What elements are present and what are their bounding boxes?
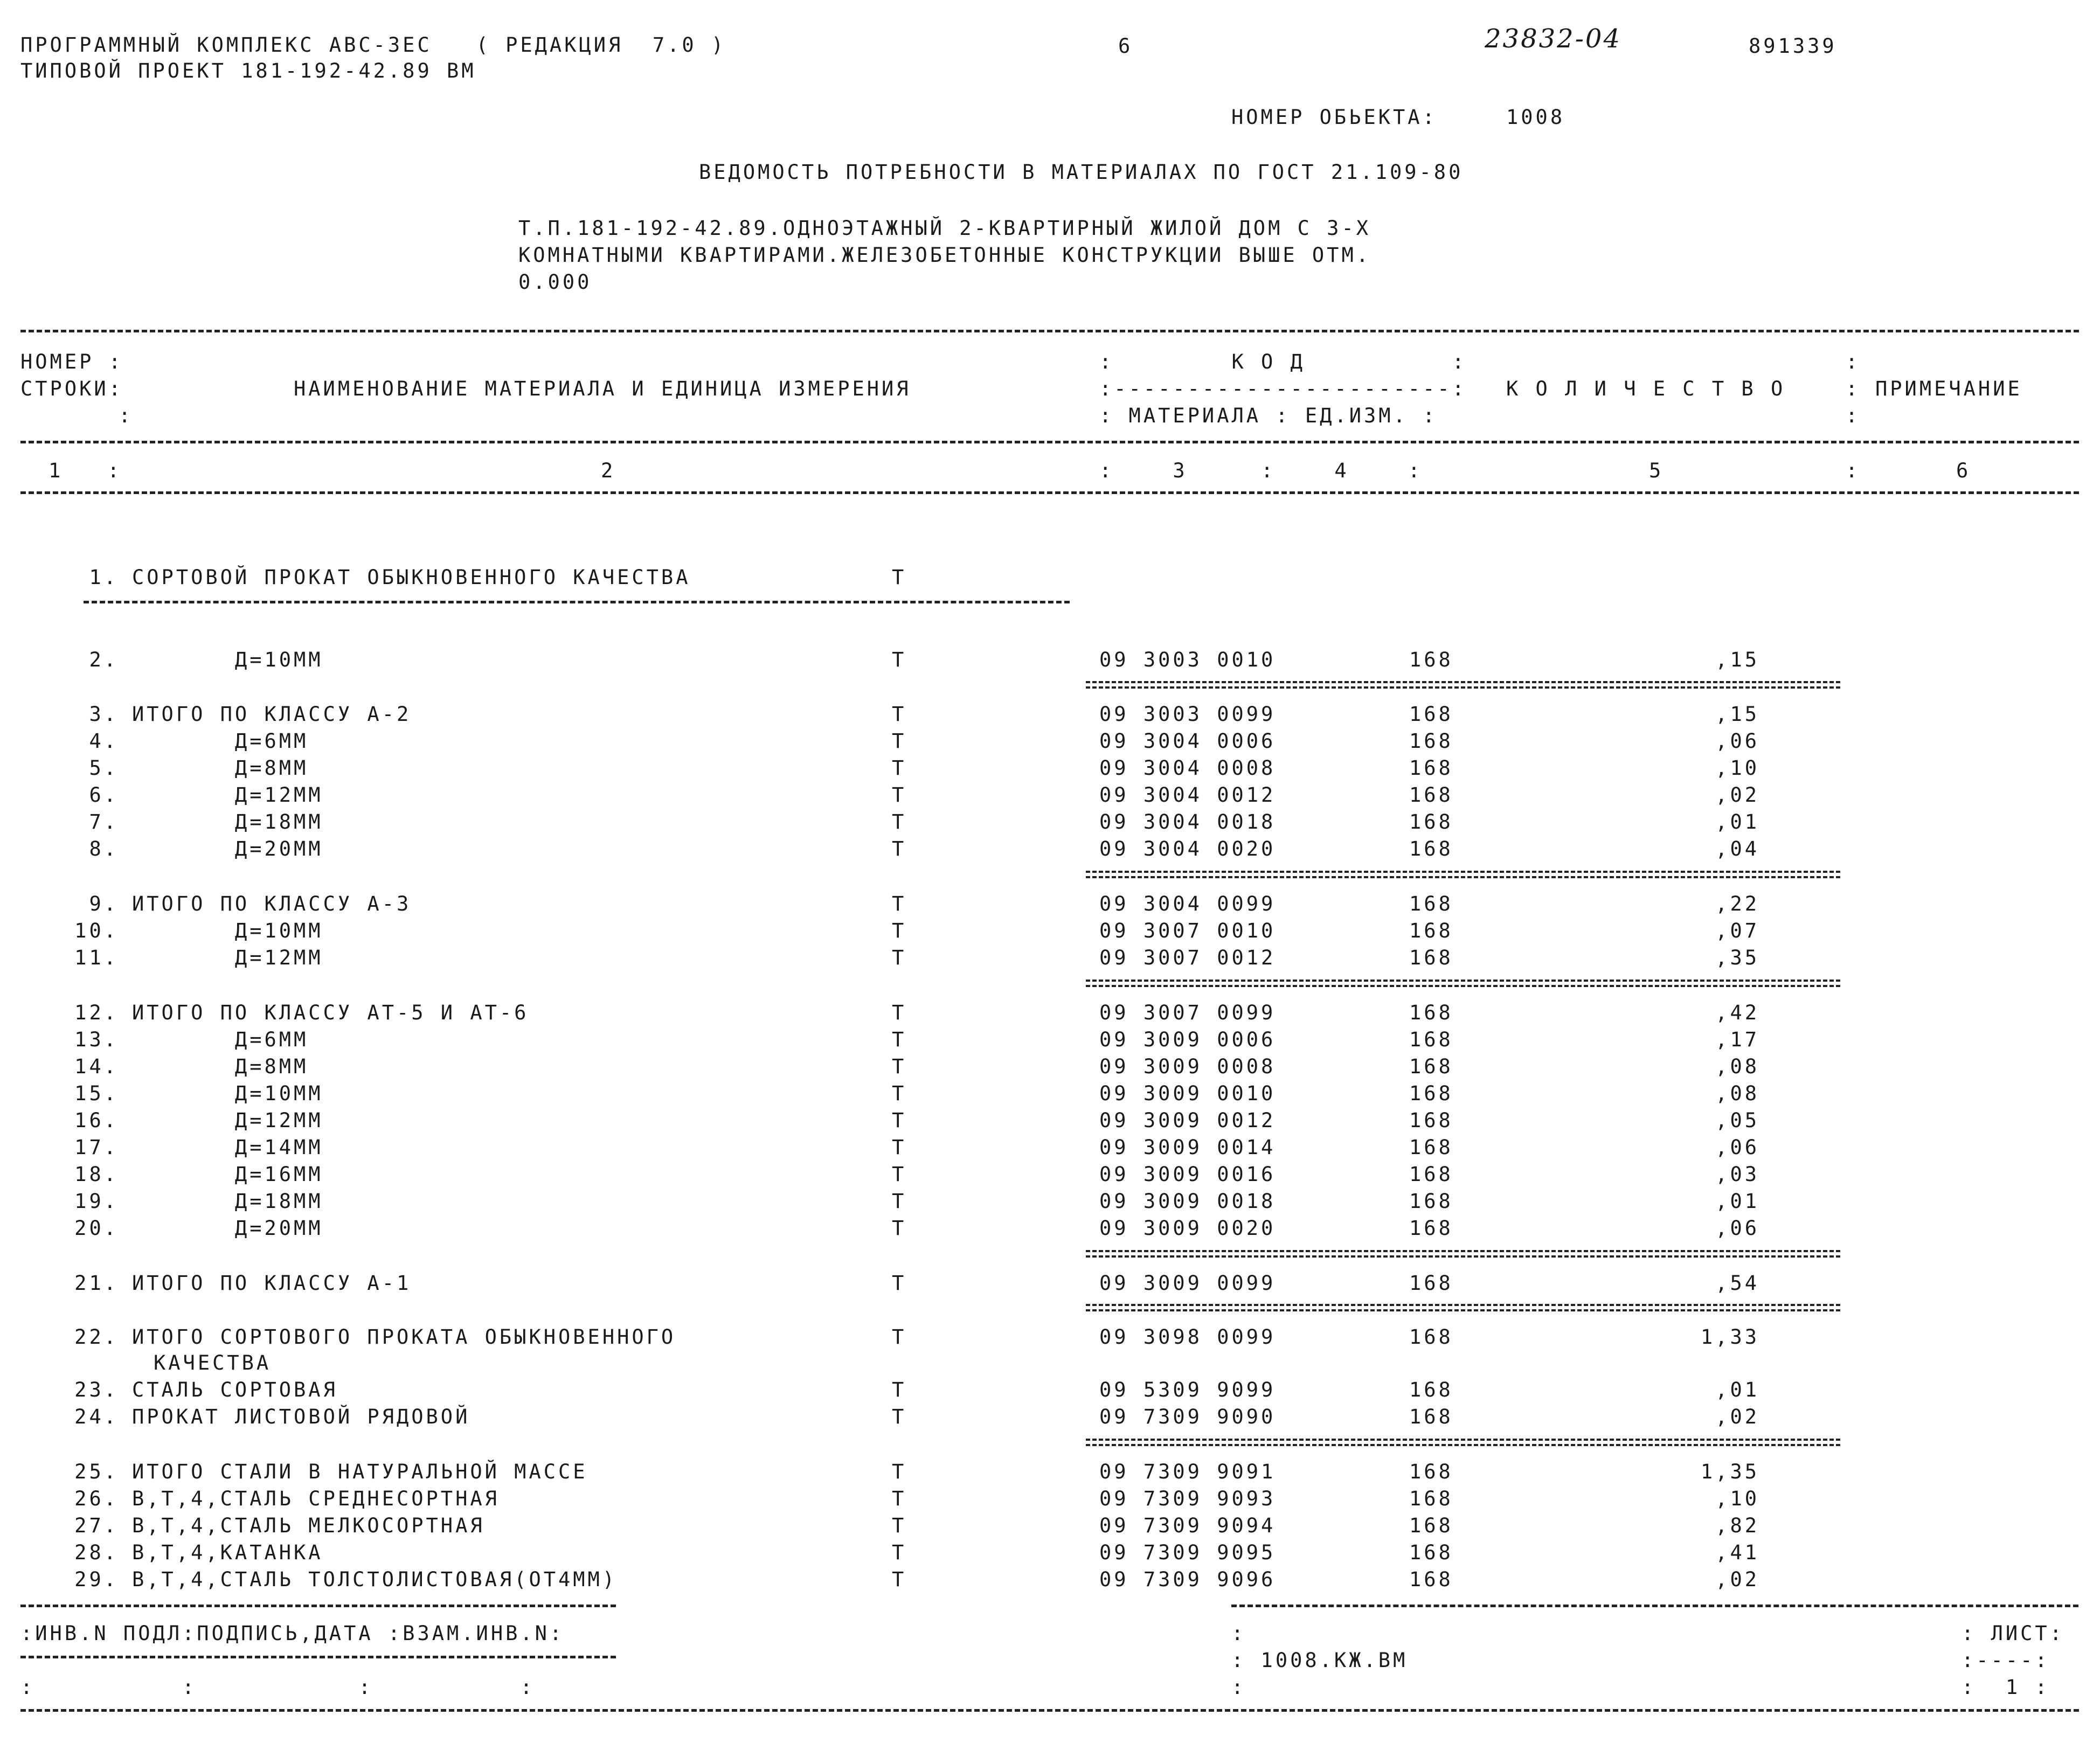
unit-code: 168 bbox=[1409, 946, 1453, 969]
section-name: СОРТОВОЙ ПРОКАТ ОБЫКНОВЕННОГО КАЧЕСТВА bbox=[132, 566, 691, 589]
unit: Т bbox=[892, 1405, 907, 1428]
table-row-continuation bbox=[0, 1351, 2100, 1378]
unit-code: 168 bbox=[1409, 1272, 1453, 1295]
table-row bbox=[0, 1460, 2100, 1487]
material-name: Д=20ММ bbox=[132, 837, 323, 860]
unit: Т bbox=[892, 1163, 907, 1186]
quantity-separator-mid: : bbox=[1846, 377, 1861, 400]
quantity: 1,33 bbox=[1700, 1325, 1759, 1349]
row-number: 20. bbox=[74, 1217, 119, 1240]
row-number: 21. bbox=[74, 1272, 119, 1295]
table-row bbox=[0, 703, 2100, 730]
unit: Т bbox=[892, 919, 907, 942]
quantity: ,22 bbox=[1715, 892, 1759, 915]
table-row bbox=[0, 1378, 2100, 1405]
quantity: ,01 bbox=[1715, 810, 1759, 834]
section-heading bbox=[0, 566, 2100, 593]
row-number: 7. bbox=[89, 810, 119, 834]
material-name: В,Т,4,СТАЛЬ СРЕДНЕСОРТНАЯ bbox=[132, 1487, 500, 1510]
row-number: 12. bbox=[74, 1001, 119, 1024]
material-name: Д=10ММ bbox=[132, 919, 323, 942]
table-row bbox=[0, 810, 2100, 837]
unit-code: 168 bbox=[1409, 892, 1453, 915]
unit-code: 168 bbox=[1409, 648, 1453, 671]
column-number-5-separator: : bbox=[1846, 459, 1861, 482]
material-name: Д=8ММ bbox=[132, 1055, 309, 1078]
material-code: 09 3003 0099 bbox=[1099, 703, 1276, 726]
material-name: КАЧЕСТВА bbox=[154, 1351, 272, 1374]
unit: Т bbox=[892, 1568, 907, 1591]
material-code: 09 3004 0020 bbox=[1099, 837, 1276, 860]
column-number-2: 2 bbox=[601, 459, 616, 482]
material-name: Д=18ММ bbox=[132, 810, 323, 834]
table-row bbox=[0, 1325, 2100, 1352]
subtotal-rule bbox=[1086, 1250, 1840, 1258]
unit: Т bbox=[892, 648, 907, 671]
column-number-1: 1 : bbox=[48, 459, 122, 482]
material-name: Д=16ММ bbox=[132, 1163, 323, 1186]
unit: Т bbox=[892, 1541, 907, 1564]
unit: Т bbox=[892, 1460, 907, 1483]
row-number: 5. bbox=[89, 756, 119, 780]
unit-code: 168 bbox=[1409, 1568, 1453, 1591]
unit: Т bbox=[892, 1272, 907, 1295]
material-code: 09 3004 0008 bbox=[1099, 756, 1276, 780]
quantity: ,54 bbox=[1715, 1272, 1759, 1295]
unit: Т bbox=[892, 783, 907, 807]
row-number-header-2: СТРОКИ: bbox=[20, 377, 123, 400]
section-underline bbox=[84, 601, 1070, 603]
material-name: В,Т,4,СТАЛЬ МЕЛКОСОРТНАЯ bbox=[132, 1514, 485, 1537]
row-number: 25. bbox=[74, 1460, 119, 1483]
row-number: 8. bbox=[89, 837, 119, 860]
unit-code: 168 bbox=[1409, 1136, 1453, 1159]
table-row bbox=[0, 1082, 2100, 1109]
material-name: Д=20ММ bbox=[132, 1217, 323, 1240]
material-name: ИТОГО ПО КЛАССУ А-1 bbox=[132, 1272, 412, 1295]
program-name: ПРОГРАММНЫЙ КОМПЛЕКС АВС-ЗЕС ( РЕДАКЦИЯ 7.0 ) bbox=[20, 33, 726, 57]
material-name: В,Т,4,СТАЛЬ ТОЛСТОЛИСТОВАЯ(ОТ4ММ) bbox=[132, 1568, 618, 1591]
table-row bbox=[0, 1001, 2100, 1028]
table-row bbox=[0, 1136, 2100, 1163]
quantity: ,03 bbox=[1715, 1163, 1759, 1186]
row-number: 18. bbox=[74, 1163, 119, 1186]
row-number: 3. bbox=[89, 703, 119, 726]
row-number: 22. bbox=[74, 1325, 119, 1349]
table-row bbox=[0, 730, 2100, 756]
section-unit: Т bbox=[892, 566, 907, 589]
row-number: 16. bbox=[74, 1109, 119, 1132]
material-name: Д=8ММ bbox=[132, 756, 309, 780]
unit: Т bbox=[892, 756, 907, 780]
unit-code: 168 bbox=[1409, 1001, 1453, 1024]
material-code: 09 3004 0099 bbox=[1099, 892, 1276, 915]
sheet-divider: :----: bbox=[1962, 1649, 2050, 1672]
material-name: ИТОГО СТАЛИ В НАТУРАЛЬНОЙ МАССЕ bbox=[132, 1460, 588, 1483]
subtotal-rule bbox=[1086, 681, 1840, 689]
subtitle-line-3: 0.000 bbox=[518, 270, 592, 294]
unit: Т bbox=[892, 837, 907, 860]
subtitle-line-2: КОМНАТНЫМИ КВАРТИРАМИ.ЖЕЛЕЗОБЕТОННЫЕ КОНСТРУКЦИИ ВЫШЕ ОТМ. bbox=[518, 244, 1371, 267]
header-top-rule bbox=[20, 330, 2079, 332]
quantity-separator-top: : bbox=[1846, 350, 1861, 373]
title-block-separator-bottom: : bbox=[1231, 1676, 1246, 1699]
sheet-label: : ЛИСТ: bbox=[1962, 1622, 2064, 1645]
material-code: 09 3007 0012 bbox=[1099, 946, 1276, 969]
material-code: 09 3007 0099 bbox=[1099, 1001, 1276, 1024]
quantity: ,02 bbox=[1715, 1568, 1759, 1591]
code-column-header-sub: : МАТЕРИАЛА : ЕД.ИЗМ. : bbox=[1099, 404, 1438, 427]
unit: Т bbox=[892, 1055, 907, 1078]
unit: Т bbox=[892, 1136, 907, 1159]
table-row bbox=[0, 946, 2100, 973]
table-row bbox=[0, 1568, 2100, 1595]
material-code: 09 3004 0018 bbox=[1099, 810, 1276, 834]
subtotal-rule bbox=[1086, 1439, 1840, 1446]
quantity: ,08 bbox=[1715, 1055, 1759, 1078]
material-code: 09 3004 0006 bbox=[1099, 730, 1276, 753]
quantity: ,10 bbox=[1715, 756, 1759, 780]
quantity: ,35 bbox=[1715, 946, 1759, 969]
quantity: ,06 bbox=[1715, 1136, 1759, 1159]
material-code: 09 3009 0010 bbox=[1099, 1082, 1276, 1105]
material-code: 09 3009 0018 bbox=[1099, 1190, 1276, 1213]
column-number-3-4: : 3 : 4 : bbox=[1099, 459, 1423, 482]
stamp-header: :ИНВ.N ПОДЛ:ПОДПИСЬ,ДАТА :ВЗАМ.ИНВ.N: bbox=[20, 1622, 565, 1645]
unit-code: 168 bbox=[1409, 703, 1453, 726]
subtotal-rule bbox=[1086, 1304, 1840, 1311]
document-code: : 1008.КЖ.ВМ bbox=[1231, 1649, 1408, 1672]
stamp-mid-rule bbox=[20, 1656, 616, 1658]
unit: Т bbox=[892, 730, 907, 753]
title-block-top-rule bbox=[1231, 1605, 2078, 1607]
material-code: 09 3098 0099 bbox=[1099, 1325, 1276, 1349]
table-row bbox=[0, 1190, 2100, 1217]
material-name: В,Т,4,КАТАНКА bbox=[132, 1541, 323, 1564]
project-name: ТИПОВОЙ ПРОЕКТ 181-192-42.89 ВМ bbox=[20, 59, 476, 82]
unit-code: 168 bbox=[1409, 756, 1453, 780]
quantity: ,15 bbox=[1715, 703, 1759, 726]
quantity: 1,35 bbox=[1700, 1460, 1759, 1483]
subtitle-line-1: Т.П.181-192-42.89.ОДНОЭТАЖНЫЙ 2-КВАРТИРНЫЙ ЖИЛОЙ ДОМ С 3-Х bbox=[518, 217, 1371, 240]
unit-code: 168 bbox=[1409, 1541, 1453, 1564]
table-row bbox=[0, 1217, 2100, 1244]
unit-code: 168 bbox=[1409, 1405, 1453, 1428]
header-mid-rule bbox=[20, 441, 2079, 443]
row-number: 26. bbox=[74, 1487, 119, 1510]
row-number-header-1: НОМЕР : bbox=[20, 350, 123, 373]
unit: Т bbox=[892, 892, 907, 915]
material-name: ИТОГО СОРТОВОГО ПРОКАТА ОБЫКНОВЕННОГО bbox=[132, 1325, 676, 1349]
stamp-cells: : : : : bbox=[20, 1676, 535, 1699]
table-row bbox=[0, 919, 2100, 946]
material-name: Д=18ММ bbox=[132, 1190, 323, 1213]
unit: Т bbox=[892, 703, 907, 726]
table-row bbox=[0, 1487, 2100, 1514]
unit-code: 168 bbox=[1409, 1055, 1453, 1078]
stamp-top-rule bbox=[20, 1605, 616, 1607]
table-row bbox=[0, 1514, 2100, 1541]
quantity: ,07 bbox=[1715, 919, 1759, 942]
unit-code: 168 bbox=[1409, 1460, 1453, 1483]
title-block-separator-top: : bbox=[1231, 1622, 1246, 1645]
material-code: 09 3004 0012 bbox=[1099, 783, 1276, 807]
row-number: 23. bbox=[74, 1378, 119, 1401]
quantity: ,04 bbox=[1715, 837, 1759, 860]
unit: Т bbox=[892, 1190, 907, 1213]
quantity: ,05 bbox=[1715, 1109, 1759, 1132]
row-number: 29. bbox=[74, 1568, 119, 1591]
quantity: ,15 bbox=[1715, 648, 1759, 671]
material-code: 09 3009 0014 bbox=[1099, 1136, 1276, 1159]
material-name: Д=14ММ bbox=[132, 1136, 323, 1159]
table-row bbox=[0, 1055, 2100, 1082]
row-number: 10. bbox=[74, 919, 119, 942]
subtotal-rule bbox=[1086, 871, 1840, 878]
row-number: 15. bbox=[74, 1082, 119, 1105]
material-name: ПРОКАТ ЛИСТОВОЙ РЯДОВОЙ bbox=[132, 1405, 470, 1428]
table-row bbox=[0, 1028, 2100, 1055]
quantity-separator-bottom: : bbox=[1846, 404, 1861, 427]
unit: Т bbox=[892, 1028, 907, 1051]
unit-code: 168 bbox=[1409, 1028, 1453, 1051]
quantity: ,41 bbox=[1715, 1541, 1759, 1564]
unit: Т bbox=[892, 810, 907, 834]
material-code: 09 3009 0008 bbox=[1099, 1055, 1276, 1078]
table-row bbox=[0, 1272, 2100, 1298]
quantity: ,42 bbox=[1715, 1001, 1759, 1024]
unit: Т bbox=[892, 946, 907, 969]
unit: Т bbox=[892, 1378, 907, 1401]
unit-code: 168 bbox=[1409, 1378, 1453, 1401]
unit-code: 168 bbox=[1409, 1163, 1453, 1186]
unit-code: 168 bbox=[1409, 1082, 1453, 1105]
unit-code: 168 bbox=[1409, 837, 1453, 860]
material-code: 09 5309 9099 bbox=[1099, 1378, 1276, 1401]
quantity: ,82 bbox=[1715, 1514, 1759, 1537]
unit: Т bbox=[892, 1109, 907, 1132]
unit: Т bbox=[892, 1514, 907, 1537]
row-number: 4. bbox=[89, 730, 119, 753]
row-number: 24. bbox=[74, 1405, 119, 1428]
unit-code: 168 bbox=[1409, 730, 1453, 753]
code-column-header-divider: :-----------------------: bbox=[1099, 377, 1467, 400]
table-row bbox=[0, 1405, 2100, 1432]
material-name: СТАЛЬ СОРТОВАЯ bbox=[132, 1378, 338, 1401]
material-name: Д=12ММ bbox=[132, 1109, 323, 1132]
table-row bbox=[0, 1109, 2100, 1136]
material-name: ИТОГО ПО КЛАССУ АТ-5 И АТ-6 bbox=[132, 1001, 529, 1024]
material-code: 09 3003 0010 bbox=[1099, 648, 1276, 671]
row-number: 9. bbox=[89, 892, 119, 915]
unit: Т bbox=[892, 1487, 907, 1510]
quantity: ,06 bbox=[1715, 1217, 1759, 1240]
page-number: 6 bbox=[1118, 34, 1133, 58]
row-number: 14. bbox=[74, 1055, 119, 1078]
material-code: 09 3009 0016 bbox=[1099, 1163, 1276, 1186]
subtotal-rule bbox=[1086, 980, 1840, 987]
material-code: 09 7309 9095 bbox=[1099, 1541, 1276, 1564]
unit-code: 168 bbox=[1409, 783, 1453, 807]
material-code: 09 7309 9096 bbox=[1099, 1568, 1276, 1591]
row-number: 19. bbox=[74, 1190, 119, 1213]
table-row bbox=[0, 837, 2100, 864]
row-number: 27. bbox=[74, 1514, 119, 1537]
quantity: ,01 bbox=[1715, 1190, 1759, 1213]
material-name: ИТОГО ПО КЛАССУ А-3 bbox=[132, 892, 412, 915]
table-row bbox=[0, 892, 2100, 919]
unit: Т bbox=[892, 1082, 907, 1105]
footer-bottom-rule bbox=[20, 1709, 2079, 1712]
handwritten-code: 23832-04 bbox=[1485, 24, 1621, 54]
unit-code: 168 bbox=[1409, 810, 1453, 834]
page-title: ВЕДОМОСТЬ ПОТРЕБНОСТИ В МАТЕРИАЛАХ ПО ГОСТ 21.109-80 bbox=[699, 161, 1464, 184]
name-column-header: НАИМЕНОВАНИЕ МАТЕРИАЛА И ЕДИНИЦА ИЗМЕРЕНИЯ bbox=[294, 377, 911, 400]
unit-code: 168 bbox=[1409, 1325, 1453, 1349]
quantity: ,02 bbox=[1715, 783, 1759, 807]
unit: Т bbox=[892, 1325, 907, 1349]
table-row bbox=[0, 1541, 2100, 1568]
unit-code: 168 bbox=[1409, 1514, 1453, 1537]
material-name: ИТОГО ПО КЛАССУ А-2 bbox=[132, 703, 412, 726]
quantity-column-header: К О Л И Ч Е С Т В О bbox=[1506, 377, 1786, 400]
document-number: 891339 bbox=[1749, 34, 1837, 58]
table-row bbox=[0, 1163, 2100, 1190]
material-code: 09 3009 0099 bbox=[1099, 1272, 1276, 1295]
code-column-header-top: : К О Д : bbox=[1099, 350, 1467, 373]
unit-code: 168 bbox=[1409, 919, 1453, 942]
material-code: 09 3007 0010 bbox=[1099, 919, 1276, 942]
row-number: 13. bbox=[74, 1028, 119, 1051]
table-row bbox=[0, 783, 2100, 810]
row-number-header-3: : bbox=[119, 404, 134, 427]
material-code: 09 7309 9094 bbox=[1099, 1514, 1276, 1537]
row-number: 2. bbox=[89, 648, 119, 671]
material-code: 09 7309 9093 bbox=[1099, 1487, 1276, 1510]
column-number-5: 5 bbox=[1649, 459, 1664, 482]
material-code: 09 3009 0020 bbox=[1099, 1217, 1276, 1240]
row-number: 17. bbox=[74, 1136, 119, 1159]
quantity: ,10 bbox=[1715, 1487, 1759, 1510]
row-number: 6. bbox=[89, 783, 119, 807]
row-number: 28. bbox=[74, 1541, 119, 1564]
section-number: 1. bbox=[89, 566, 119, 589]
table-row bbox=[0, 648, 2100, 675]
quantity: ,01 bbox=[1715, 1378, 1759, 1401]
unit-code: 168 bbox=[1409, 1487, 1453, 1510]
quantity: ,08 bbox=[1715, 1082, 1759, 1105]
material-name: Д=12ММ bbox=[132, 946, 323, 969]
column-number-6: 6 bbox=[1956, 459, 1971, 482]
material-code: 09 7309 9091 bbox=[1099, 1460, 1276, 1483]
material-code: 09 3009 0012 bbox=[1099, 1109, 1276, 1132]
material-name: Д=10ММ bbox=[132, 1082, 323, 1105]
quantity: ,17 bbox=[1715, 1028, 1759, 1051]
table-row bbox=[0, 756, 2100, 783]
header-bottom-rule bbox=[20, 491, 2079, 494]
unit-code: 168 bbox=[1409, 1109, 1453, 1132]
row-number: 11. bbox=[74, 946, 119, 969]
quantity: ,06 bbox=[1715, 730, 1759, 753]
object-number-value: 1008 bbox=[1506, 106, 1565, 129]
unit: Т bbox=[892, 1001, 907, 1024]
material-name: Д=12ММ bbox=[132, 783, 323, 807]
unit: Т bbox=[892, 1217, 907, 1240]
sheet-number: : 1 : bbox=[1962, 1676, 2050, 1699]
material-name: Д=10ММ bbox=[132, 648, 323, 671]
object-number-label: НОМЕР ОБЬЕКТА: bbox=[1231, 106, 1437, 129]
quantity: ,02 bbox=[1715, 1405, 1759, 1428]
note-column-header: ПРИМЕЧАНИЕ bbox=[1875, 377, 2022, 400]
material-name: Д=6ММ bbox=[132, 1028, 309, 1051]
unit-code: 168 bbox=[1409, 1190, 1453, 1213]
material-code: 09 3009 0006 bbox=[1099, 1028, 1276, 1051]
material-name: Д=6ММ bbox=[132, 730, 309, 753]
unit-code: 168 bbox=[1409, 1217, 1453, 1240]
material-code: 09 7309 9090 bbox=[1099, 1405, 1276, 1428]
